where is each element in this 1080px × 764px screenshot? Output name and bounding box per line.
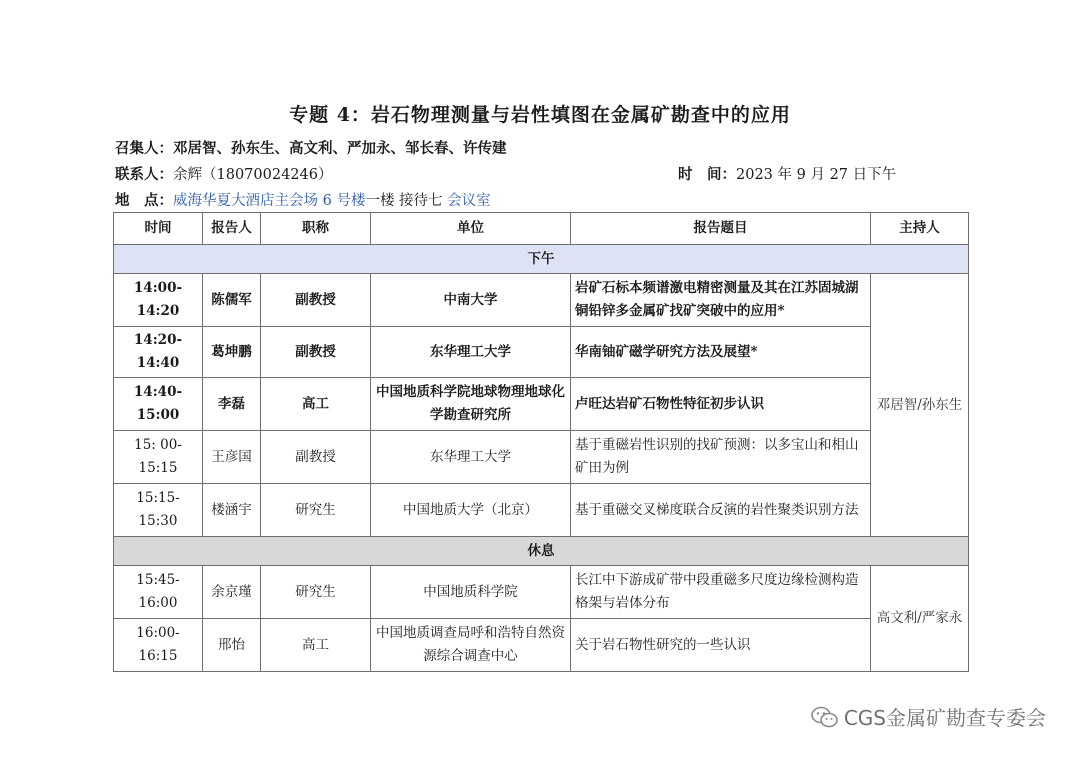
location-room: 会议室 [447, 193, 491, 209]
table-row [114, 619, 969, 672]
watermark-text: CGS金属矿勘查专委会 [843, 706, 1046, 730]
location-floor: 一楼 接待七 [365, 193, 448, 209]
cell-time: 14:00-14:20 [114, 274, 203, 327]
table-row [114, 566, 969, 619]
cell-topic: 长江中下游成矿带中段重磁多尺度边缘检测构造格架与岩体分布 [571, 566, 871, 619]
cell-time: 15:15-15:30 [114, 484, 203, 537]
cell-unit: 东华理工大学 [371, 327, 571, 378]
cell-title: 高工 [261, 378, 371, 431]
header-time: 时间 [114, 213, 203, 245]
section-label: 下午 [114, 245, 969, 274]
table-row [114, 378, 969, 431]
cell-speaker: 王彦国 [203, 431, 261, 484]
cell-unit: 东华理工大学 [371, 431, 571, 484]
cell-topic: 基于重磁岩性识别的找矿预测：以多宝山和相山矿田为例 [571, 431, 871, 484]
header-title: 职称 [261, 213, 371, 245]
cell-time: 14:40-15:00 [114, 378, 203, 431]
cell-title: 副教授 [261, 431, 371, 484]
cell-speaker: 李磊 [203, 378, 261, 431]
cell-time: 16:00-16:15 [114, 619, 203, 672]
cell-speaker: 余京瑾 [203, 566, 261, 619]
table-row [114, 327, 969, 378]
cell-host: 高文利/严家永 [871, 566, 969, 672]
cell-time: 15: 00-15:15 [114, 431, 203, 484]
cell-title: 副教授 [261, 274, 371, 327]
header-speaker: 报告人 [203, 213, 261, 245]
location-line [115, 189, 491, 210]
contact-line [115, 163, 332, 184]
cell-topic: 岩矿石标本频谱激电精密测量及其在江苏固城湖铜铅锌多金属矿找矿突破中的应用* [571, 274, 871, 327]
conveners-line [115, 137, 507, 158]
cell-topic: 卢旺达岩矿石物性特征初步认识 [571, 378, 871, 431]
conveners-value: 邓居智、孙东生、高文利、严加永、邹长春、许传建 [173, 140, 507, 157]
cell-title: 研究生 [261, 484, 371, 537]
table-row [114, 431, 969, 484]
header-row [114, 213, 969, 245]
cell-topic: 关于岩石物性研究的一些认识 [571, 619, 871, 672]
watermark [810, 702, 1046, 731]
cell-unit: 中南大学 [371, 274, 571, 327]
location-venue: 威海华夏大酒店主会场 6 号楼 [173, 193, 366, 209]
header-unit: 单位 [371, 213, 571, 245]
contact-value: 余辉（18070024246） [173, 167, 333, 183]
cell-speaker: 楼涵宇 [203, 484, 261, 537]
schedule-table [113, 212, 969, 672]
cell-host: 邓居智/孙东生 [871, 274, 969, 537]
header-host: 主持人 [871, 213, 969, 245]
conveners-label: 召集人： [115, 140, 173, 157]
cell-time: 14:20-14:40 [114, 327, 203, 378]
cell-unit: 中国地质科学院地球物理地球化学勘查研究所 [371, 378, 571, 431]
cell-title: 研究生 [261, 566, 371, 619]
cell-title: 副教授 [261, 327, 371, 378]
cell-time: 15:45-16:00 [114, 566, 203, 619]
cell-unit: 中国地质调查局呼和浩特自然资源综合调查中心 [371, 619, 571, 672]
time-label: 时 间： [678, 166, 736, 183]
location-label: 地 点： [115, 192, 173, 209]
contact-label: 联系人： [115, 166, 173, 183]
cell-unit: 中国地质大学（北京） [371, 484, 571, 537]
cell-topic: 基于重磁交叉梯度联合反演的岩性聚类识别方法 [571, 484, 871, 537]
cell-speaker: 邢怡 [203, 619, 261, 672]
section-row [114, 537, 969, 566]
cell-unit: 中国地质科学院 [371, 566, 571, 619]
time-line [678, 163, 896, 184]
table-row [114, 484, 969, 537]
table-row [114, 274, 969, 327]
section-label: 休息 [114, 537, 969, 566]
page-title: 专题 4：岩石物理测量与岩性填图在金属矿勘查中的应用 [289, 104, 791, 126]
time-value: 2023 年 9 月 27 日下午 [736, 167, 897, 183]
cell-speaker: 陈儒军 [203, 274, 261, 327]
header-topic: 报告题目 [571, 213, 871, 245]
cell-topic: 华南铀矿磁学研究方法及展望* [571, 327, 871, 378]
cell-speaker: 葛坤鹏 [203, 327, 261, 378]
wechat-icon [810, 705, 840, 729]
cell-title: 高工 [261, 619, 371, 672]
section-row [114, 245, 969, 274]
